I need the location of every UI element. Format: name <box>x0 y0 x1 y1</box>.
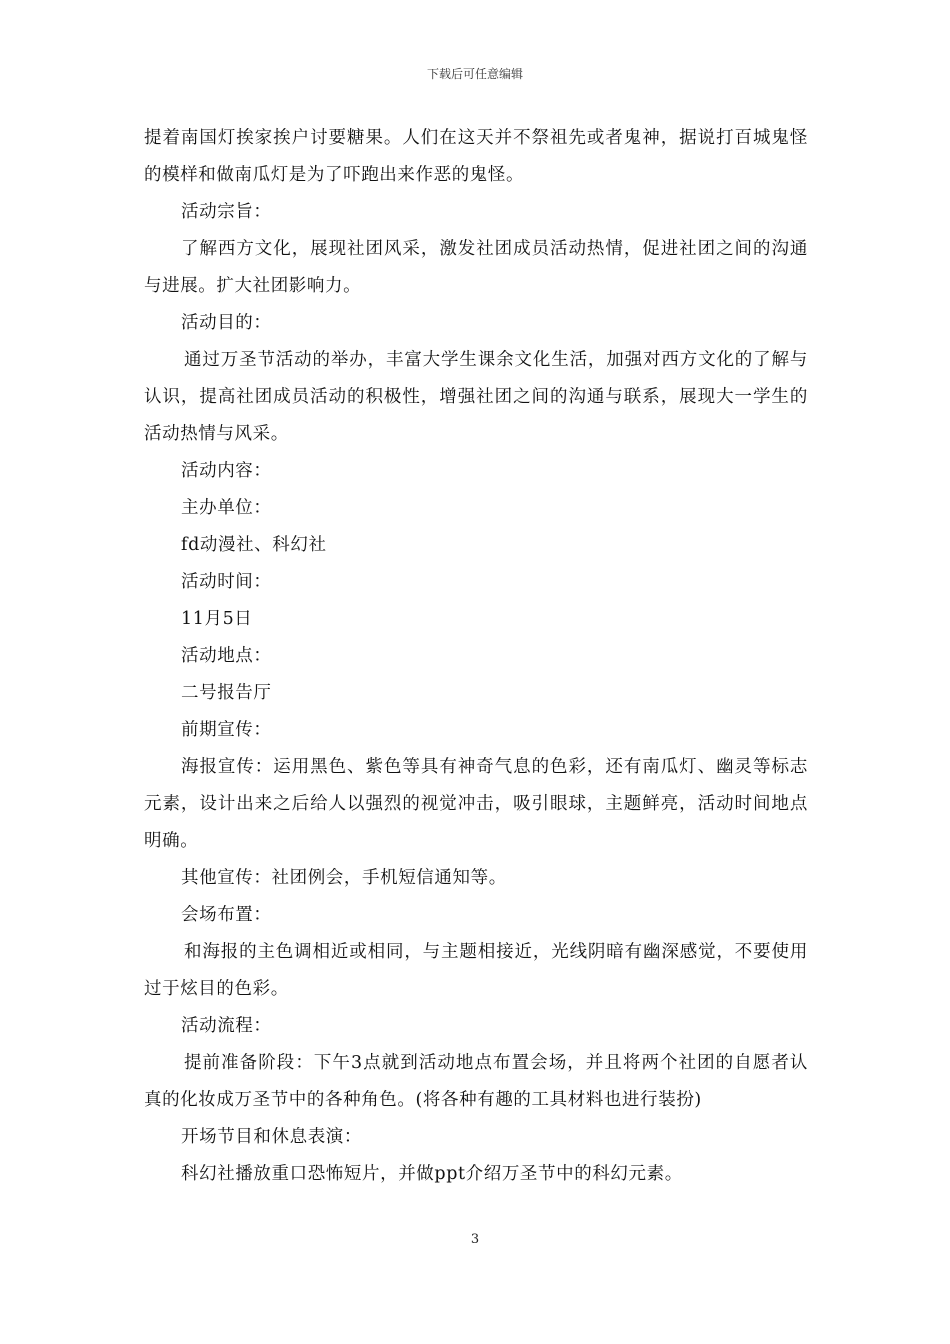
body-paragraph: 前期宣传： <box>181 720 272 740</box>
body-paragraph: 通过万圣节活动的举办，丰富大学生课余文化生活，加强对西方文化的了解与认识，提高社团成员活动的积极性，增强社团之间的沟通与联系，展现大一学生的活动热情与风采。 <box>144 350 808 444</box>
body-paragraph: fd动漫社、科幻社 <box>181 535 327 555</box>
body-paragraph: 和海报的主色调相近或相同，与主题相接近，光线阴暗有幽深感觉，不要使用过于炫目的色彩。 <box>144 942 808 999</box>
body-paragraph: 主办单位： <box>181 498 272 518</box>
body-paragraph: 开场节目和休息表演： <box>181 1127 362 1147</box>
body-paragraph: 活动时间： <box>181 572 272 592</box>
document-body <box>144 120 808 1193</box>
body-paragraph: 活动内容： <box>181 461 272 481</box>
body-paragraph: 海报宣传：运用黑色、紫色等具有神奇气息的色彩，还有南瓜灯、幽灵等标志元素，设计出来之后给人以强烈的视觉冲击，吸引眼球，主题鲜亮，活动时间地点明确。 <box>144 757 808 851</box>
body-paragraph: 活动目的： <box>181 313 272 333</box>
body-paragraph: 会场布置： <box>181 905 272 925</box>
body-paragraph: 活动宗旨： <box>181 202 272 222</box>
body-paragraph: 其他宣传：社团例会，手机短信通知等。 <box>181 868 507 888</box>
body-paragraph: 活动流程： <box>181 1016 272 1036</box>
body-paragraph: 活动地点： <box>181 646 272 666</box>
body-paragraph: 科幻社播放重口恐怖短片，并做ppt介绍万圣节中的科幻元素。 <box>181 1164 683 1184</box>
body-paragraph: 提着南国灯挨家挨户讨要糖果。人们在这天并不祭祖先或者鬼神，据说打百城鬼怪的模样和做南瓜灯是为了吓跑出来作恶的鬼怪。 <box>144 128 808 185</box>
page-header: 下载后可任意编辑 <box>426 67 523 81</box>
page-number: 3 <box>470 1232 480 1247</box>
body-paragraph: 提前准备阶段：下午3点就到活动地点布置会场，并且将两个社团的自愿者认真的化妆成万圣节中的各种角色。(将各种有趣的工具材料也进行装扮) <box>144 1053 808 1110</box>
body-paragraph: 11月5日 <box>181 609 253 629</box>
body-paragraph: 二号报告厅 <box>181 683 272 703</box>
body-paragraph: 了解西方文化，展现社团风采，激发社团成员活动热情，促进社团之间的沟通与进展。扩大社团影响力。 <box>144 239 808 296</box>
